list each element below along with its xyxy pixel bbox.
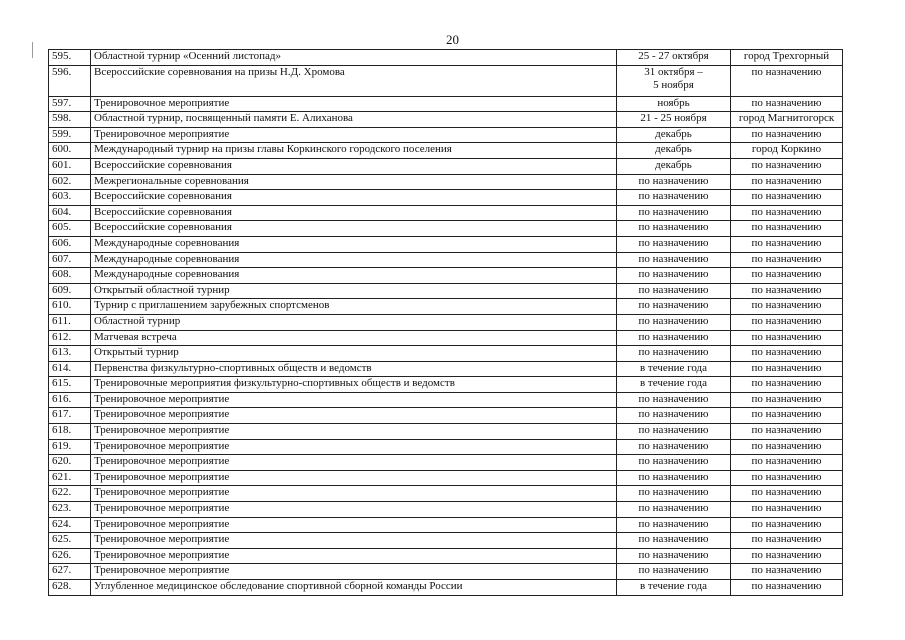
event-date: в течение года	[617, 580, 731, 596]
row-number: 613.	[49, 346, 91, 362]
event-place: по назначению	[731, 330, 843, 346]
event-name: Международные соревнования	[91, 236, 617, 252]
row-number: 595.	[49, 50, 91, 66]
table-row	[49, 236, 843, 252]
event-name: Углубленное медицинское обследование спортивной сборной команды России	[91, 580, 617, 596]
event-date: по назначению	[617, 190, 731, 206]
table-row	[49, 252, 843, 268]
event-date: по назначению	[617, 502, 731, 518]
event-date: по назначению	[617, 408, 731, 424]
event-date-line: 5 ноября	[653, 78, 694, 91]
event-place: по назначению	[731, 392, 843, 408]
event-place: город Трехгорный	[731, 50, 843, 66]
event-name: Первенства физкультурно-спортивных обществ и ведомств	[91, 361, 617, 377]
event-place: по назначению	[731, 252, 843, 268]
event-name: Тренировочное мероприятие	[91, 439, 617, 455]
event-date: по назначению	[617, 330, 731, 346]
row-number: 617.	[49, 408, 91, 424]
event-date: по назначению	[617, 439, 731, 455]
table-row	[49, 158, 843, 174]
event-place: по назначению	[731, 158, 843, 174]
event-place: по назначению	[731, 408, 843, 424]
event-date: по назначению	[617, 346, 731, 362]
event-place: по назначению	[731, 548, 843, 564]
table-row	[49, 361, 843, 377]
table-row	[49, 564, 843, 580]
table-row	[49, 533, 843, 549]
table-row	[49, 580, 843, 596]
table-row	[49, 439, 843, 455]
event-name: Международный турнир на призы главы Коркинского городского поселения	[91, 143, 617, 159]
event-date: по назначению	[617, 564, 731, 580]
event-place: по назначению	[731, 580, 843, 596]
event-date: в течение года	[617, 361, 731, 377]
event-name: Всероссийские соревнования	[91, 221, 617, 237]
event-date: в течение года	[617, 377, 731, 393]
row-number: 606.	[49, 236, 91, 252]
table-row	[49, 50, 843, 66]
page-number: 20	[446, 32, 459, 47]
event-name: Всероссийские соревнования	[91, 158, 617, 174]
table-row	[49, 299, 843, 315]
event-name: Тренировочные мероприятия физкультурно-спортивных обществ и ведомств	[91, 377, 617, 393]
event-name: Открытый областной турнир	[91, 283, 617, 299]
event-place: по назначению	[731, 533, 843, 549]
event-place: по назначению	[731, 174, 843, 190]
event-date: по назначению	[617, 268, 731, 284]
event-name: Межрегиональные соревнования	[91, 174, 617, 190]
row-number: 624.	[49, 517, 91, 533]
event-place: по назначению	[731, 96, 843, 112]
event-place: по назначению	[731, 314, 843, 330]
margin-mark	[32, 42, 33, 58]
table-row	[49, 548, 843, 564]
table-row	[49, 314, 843, 330]
table-row	[49, 190, 843, 206]
event-date: 21 - 25 ноября	[617, 112, 731, 128]
table-row	[49, 96, 843, 112]
row-number: 615.	[49, 377, 91, 393]
event-date-line: 31 октября –	[644, 65, 703, 78]
event-place: по назначению	[731, 190, 843, 206]
row-number: 600.	[49, 143, 91, 159]
event-place: город Магнитогорск	[731, 112, 843, 128]
table-row	[49, 127, 843, 143]
row-number: 625.	[49, 533, 91, 549]
row-number: 621.	[49, 470, 91, 486]
event-name: Международные соревнования	[91, 268, 617, 284]
table-row	[49, 470, 843, 486]
table-row	[49, 268, 843, 284]
event-date: по назначению	[617, 533, 731, 549]
event-date: по назначению	[617, 470, 731, 486]
event-place: по назначению	[731, 283, 843, 299]
event-date: декабрь	[617, 158, 731, 174]
event-date: по назначению	[617, 299, 731, 315]
table-row	[49, 346, 843, 362]
row-number: 603.	[49, 190, 91, 206]
row-number: 611.	[49, 314, 91, 330]
event-place: по назначению	[731, 361, 843, 377]
event-date: по назначению	[617, 252, 731, 268]
event-place: город Коркино	[731, 143, 843, 159]
event-name: Открытый турнир	[91, 346, 617, 362]
table-row	[49, 486, 843, 502]
row-number: 628.	[49, 580, 91, 596]
event-date: 25 - 27 октября	[617, 50, 731, 66]
event-place: по назначению	[731, 299, 843, 315]
row-number: 626.	[49, 548, 91, 564]
row-number: 619.	[49, 439, 91, 455]
event-name: Тренировочное мероприятие	[91, 486, 617, 502]
table-row	[49, 517, 843, 533]
row-number: 596.	[49, 65, 91, 96]
row-number: 605.	[49, 221, 91, 237]
event-name: Тренировочное мероприятие	[91, 392, 617, 408]
event-name: Международные соревнования	[91, 252, 617, 268]
event-place: по назначению	[731, 236, 843, 252]
event-date: ноябрь	[617, 96, 731, 112]
row-number: 604.	[49, 205, 91, 221]
event-name: Тренировочное мероприятие	[91, 408, 617, 424]
event-name: Всероссийские соревнования на призы Н.Д. Хромова	[91, 65, 617, 96]
events-table	[48, 49, 843, 596]
row-number: 627.	[49, 564, 91, 580]
event-date: по назначению	[617, 392, 731, 408]
event-name: Турнир с приглашением зарубежных спортсменов	[91, 299, 617, 315]
event-name: Областной турнир «Осенний листопад»	[91, 50, 617, 66]
event-place: по назначению	[731, 65, 843, 96]
event-place: по назначению	[731, 470, 843, 486]
event-name: Тренировочное мероприятие	[91, 127, 617, 143]
event-date: по назначению	[617, 205, 731, 221]
row-number: 598.	[49, 112, 91, 128]
table-row	[49, 455, 843, 471]
row-number: 597.	[49, 96, 91, 112]
event-name: Тренировочное мероприятие	[91, 455, 617, 471]
row-number: 601.	[49, 158, 91, 174]
row-number: 618.	[49, 424, 91, 440]
event-place: по назначению	[731, 424, 843, 440]
event-name: Тренировочное мероприятие	[91, 548, 617, 564]
event-date: по назначению	[617, 455, 731, 471]
event-date: по назначению	[617, 517, 731, 533]
event-date: по назначению	[617, 174, 731, 190]
event-date: по назначению	[617, 424, 731, 440]
event-place: по назначению	[731, 486, 843, 502]
table-row	[49, 174, 843, 190]
row-number: 607.	[49, 252, 91, 268]
event-place: по назначению	[731, 205, 843, 221]
event-date: по назначению	[617, 314, 731, 330]
table-row	[49, 221, 843, 237]
table-row	[49, 283, 843, 299]
table-row	[49, 112, 843, 128]
event-place: по назначению	[731, 221, 843, 237]
event-name: Тренировочное мероприятие	[91, 424, 617, 440]
event-place: по назначению	[731, 502, 843, 518]
event-name: Областной турнир	[91, 314, 617, 330]
event-place: по назначению	[731, 517, 843, 533]
events-table-body	[49, 50, 843, 596]
table-row	[49, 377, 843, 393]
event-name: Всероссийские соревнования	[91, 190, 617, 206]
event-name: Всероссийские соревнования	[91, 205, 617, 221]
table-row	[49, 424, 843, 440]
row-number: 609.	[49, 283, 91, 299]
event-name: Областной турнир, посвященный памяти Е. Алиханова	[91, 112, 617, 128]
row-number: 599.	[49, 127, 91, 143]
event-place: по назначению	[731, 377, 843, 393]
table-row	[49, 392, 843, 408]
event-date: по назначению	[617, 548, 731, 564]
event-date: декабрь	[617, 143, 731, 159]
row-number: 610.	[49, 299, 91, 315]
event-place: по назначению	[731, 439, 843, 455]
row-number: 622.	[49, 486, 91, 502]
table-row	[49, 502, 843, 518]
event-date: по назначению	[617, 283, 731, 299]
row-number: 620.	[49, 455, 91, 471]
table-row	[49, 330, 843, 346]
event-name: Тренировочное мероприятие	[91, 470, 617, 486]
event-date: декабрь	[617, 127, 731, 143]
row-number: 602.	[49, 174, 91, 190]
event-name: Тренировочное мероприятие	[91, 96, 617, 112]
event-name: Тренировочное мероприятие	[91, 533, 617, 549]
event-date: по назначению	[617, 221, 731, 237]
event-name: Тренировочное мероприятие	[91, 564, 617, 580]
row-number: 612.	[49, 330, 91, 346]
event-date	[617, 65, 731, 96]
table-row	[49, 408, 843, 424]
event-place: по назначению	[731, 127, 843, 143]
event-place: по назначению	[731, 455, 843, 471]
row-number: 614.	[49, 361, 91, 377]
event-place: по назначению	[731, 346, 843, 362]
row-number: 616.	[49, 392, 91, 408]
event-name: Тренировочное мероприятие	[91, 517, 617, 533]
event-date: по назначению	[617, 486, 731, 502]
row-number: 608.	[49, 268, 91, 284]
table-row	[49, 143, 843, 159]
event-name: Тренировочное мероприятие	[91, 502, 617, 518]
event-date: по назначению	[617, 236, 731, 252]
table-row	[49, 65, 843, 96]
event-place: по назначению	[731, 268, 843, 284]
event-name: Матчевая встреча	[91, 330, 617, 346]
event-place: по назначению	[731, 564, 843, 580]
row-number: 623.	[49, 502, 91, 518]
table-row	[49, 205, 843, 221]
